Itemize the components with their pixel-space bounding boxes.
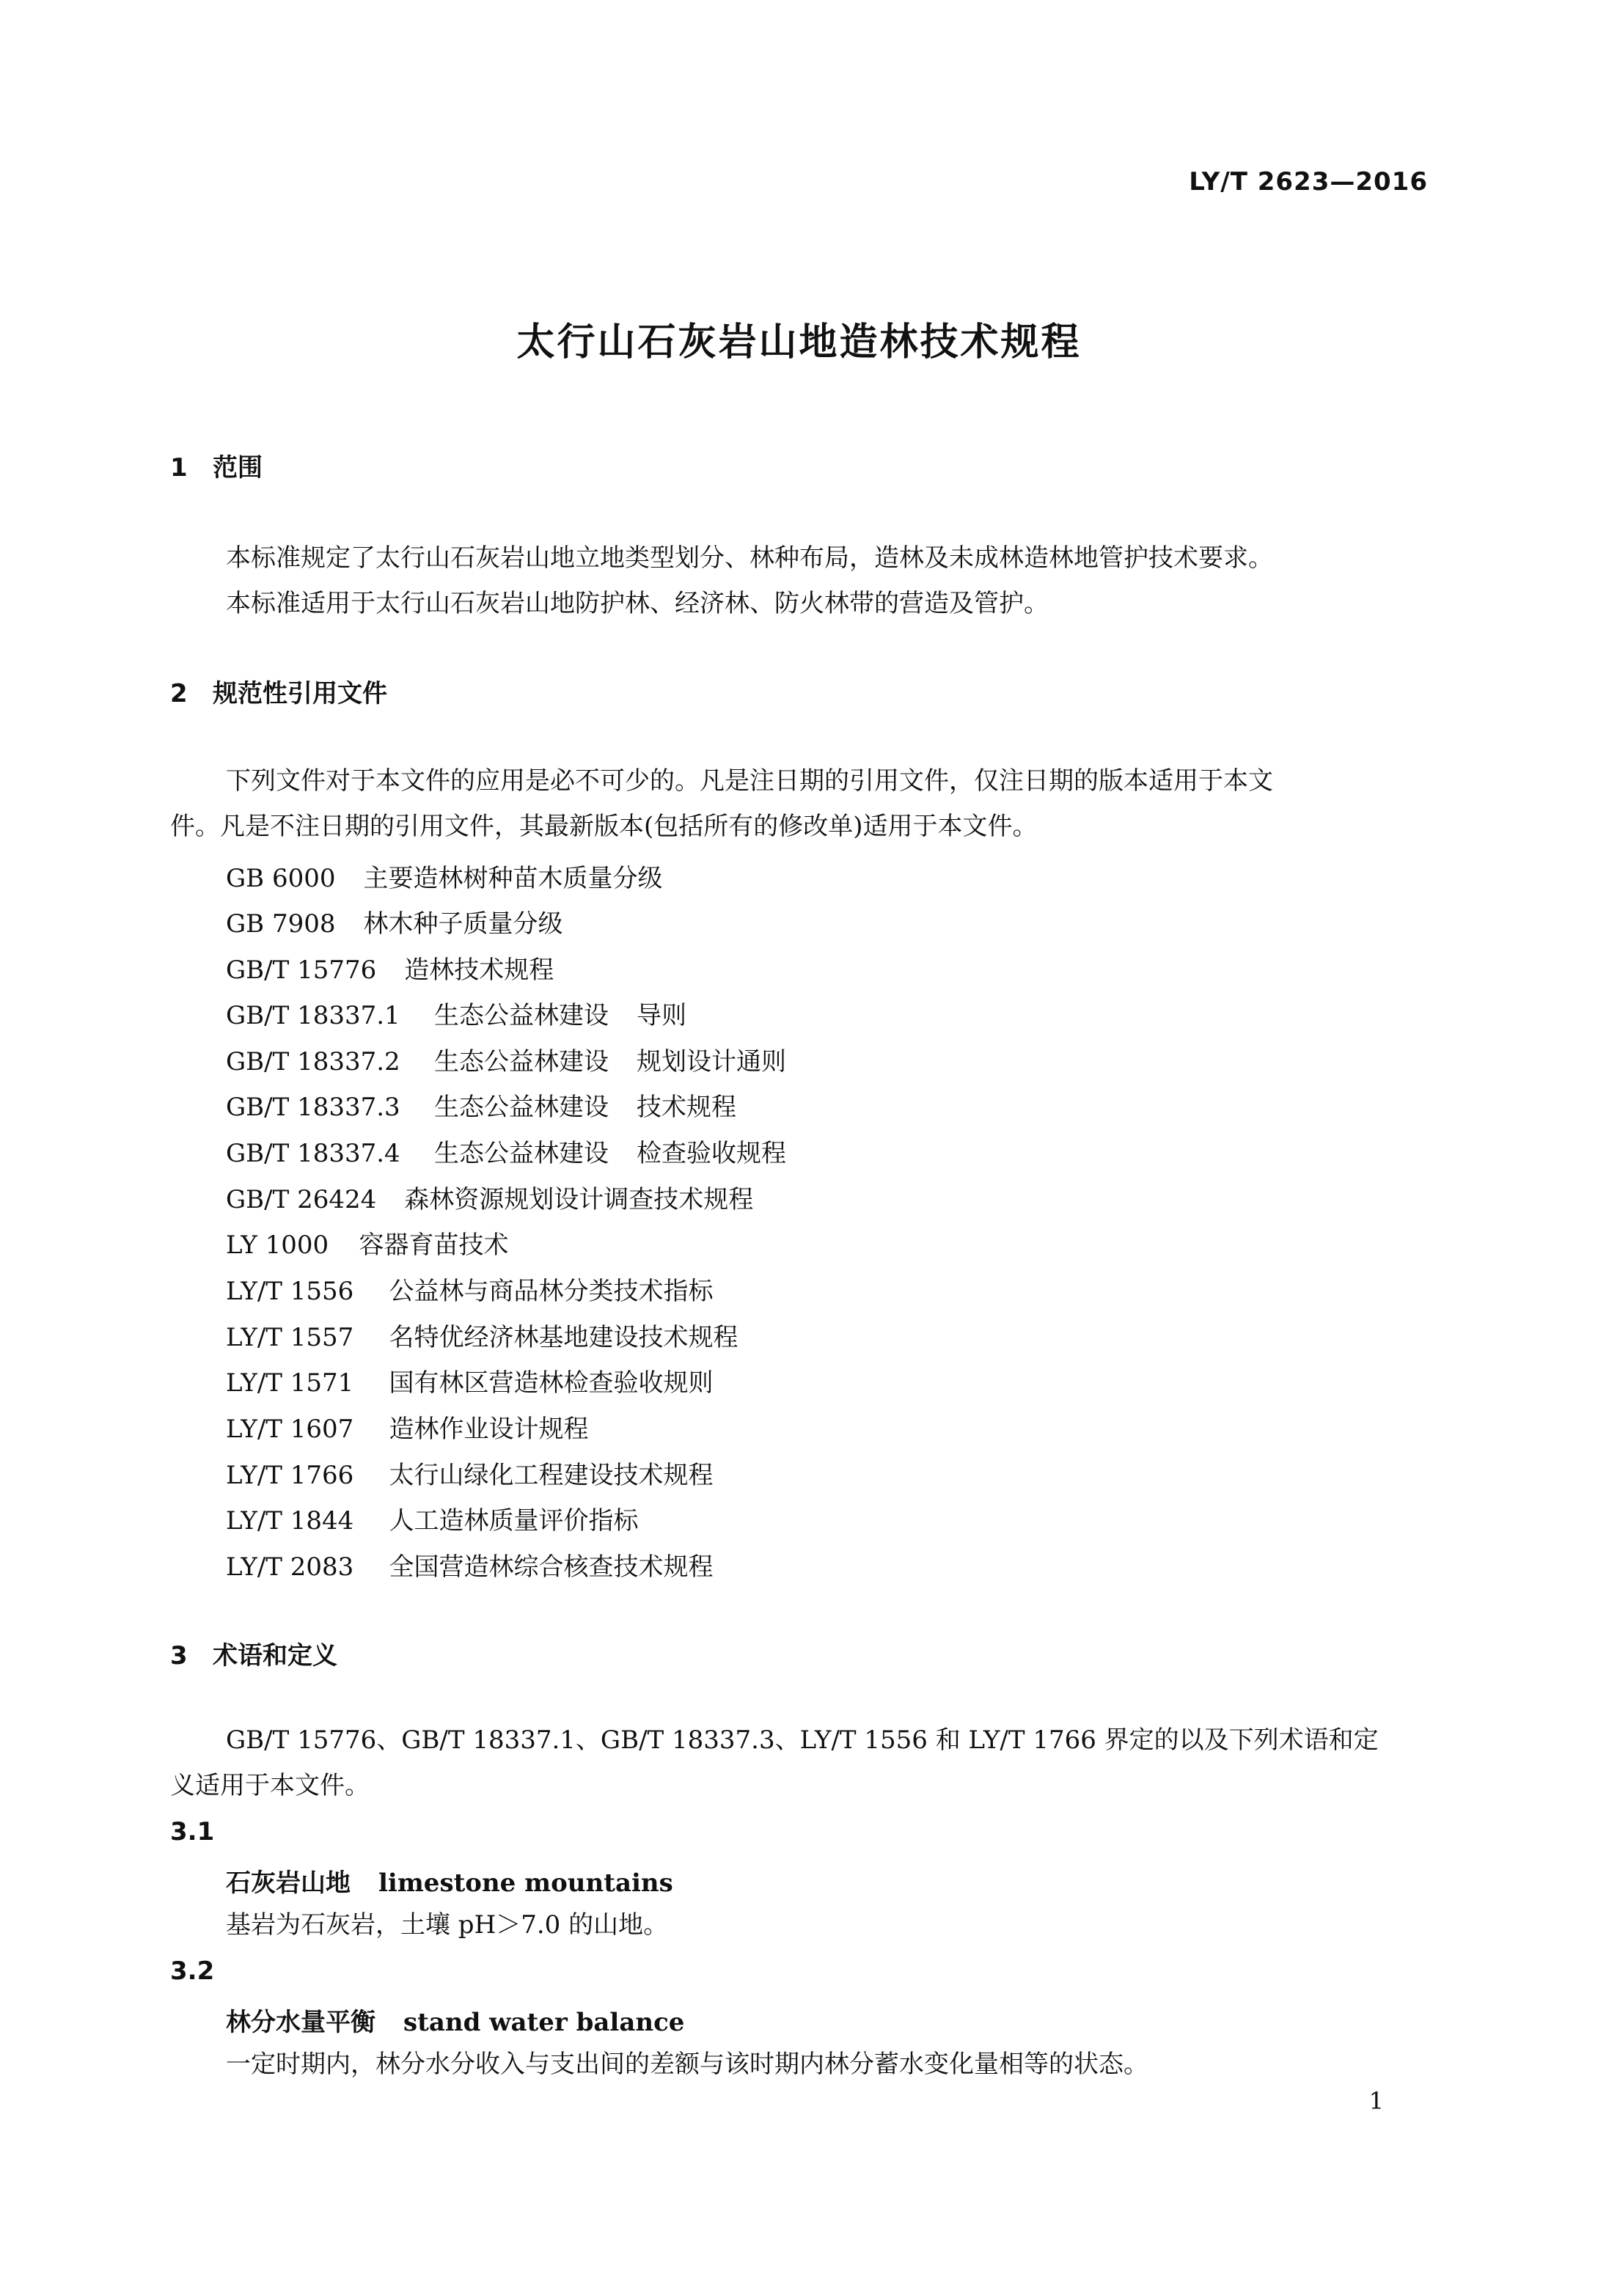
reference-code: GB/T 15776	[226, 956, 377, 985]
reference-code: LY/T 1571	[226, 1368, 354, 1398]
reference-code: GB/T 18337.4	[226, 1139, 400, 1168]
reference-title: 生态公益林建设	[434, 1001, 609, 1030]
reference-title: 森林资源规划设计调查技术规程	[404, 1185, 754, 1214]
reference-item	[226, 1455, 714, 1491]
section-2-heading	[170, 673, 387, 709]
reference-item	[226, 950, 554, 986]
reference-code: LY/T 1557	[226, 1323, 354, 1352]
term-heading	[226, 2002, 684, 2038]
reference-code: GB 6000	[226, 864, 336, 893]
reference-code: LY/T 1607	[226, 1415, 354, 1444]
reference-code: LY/T 1556	[226, 1277, 354, 1306]
section-number: 1	[170, 453, 188, 483]
reference-title: 林木种子质量分级	[363, 909, 563, 939]
term-definition: 一定时期内，林分水分收入与支出间的差额与该时期内林分蓄水变化量相等的状态。	[226, 2050, 1148, 2079]
reference-item	[226, 1271, 714, 1307]
reference-title: 造林作业设计规程	[389, 1415, 589, 1444]
term-number: 3.1	[170, 1817, 215, 1846]
reference-code: GB/T 18337.2	[226, 1047, 400, 1077]
reference-item	[226, 1179, 753, 1215]
term-en: limestone mountains	[378, 1868, 673, 1898]
reference-item	[226, 1500, 639, 1536]
reference-title: 国有林区营造林检查验收规则	[389, 1368, 714, 1398]
section-title: 术语和定义	[213, 1641, 337, 1670]
paragraph: 下列文件对于本文件的应用是必不可少的。凡是注日期的引用文件，仅注日期的版本适用于本文	[226, 766, 1273, 796]
reference-title: 人工造林质量评价指标	[389, 1506, 639, 1536]
paragraph: 本标准适用于太行山石灰岩山地防护林、经济林、防火林带的营造及管护。	[226, 589, 1049, 618]
reference-code: GB/T 26424	[226, 1185, 377, 1214]
reference-item	[226, 1547, 714, 1582]
reference-code: LY 1000	[226, 1230, 329, 1260]
reference-title: 公益林与商品林分类技术指标	[389, 1277, 714, 1306]
reference-title: 生态公益林建设	[434, 1139, 609, 1168]
reference-title: 生态公益林建设	[434, 1047, 609, 1077]
reference-item	[226, 1362, 714, 1398]
reference-item	[226, 1133, 786, 1169]
section-3-heading	[170, 1635, 337, 1671]
paragraph: 义适用于本文件。	[170, 1771, 370, 1800]
term-zh: 林分水量平衡	[226, 2008, 375, 2037]
reference-title: 生态公益林建设	[434, 1093, 609, 1122]
reference-subtitle: 规划设计通则	[637, 1047, 786, 1077]
reference-code: GB/T 18337.3	[226, 1093, 400, 1122]
reference-title: 全国营造林综合核查技术规程	[389, 1552, 714, 1582]
reference-subtitle: 导则	[637, 1001, 686, 1030]
term-heading	[226, 1863, 673, 1899]
reference-title: 名特优经济林基地建设技术规程	[389, 1323, 738, 1352]
section-title: 规范性引用文件	[213, 679, 387, 708]
reference-subtitle: 检查验收规程	[637, 1139, 786, 1168]
paragraph: 件。凡是不注日期的引用文件，其最新版本(包括所有的修改单)适用于本文件。	[170, 812, 1038, 841]
reference-code: GB 7908	[226, 909, 336, 939]
reference-title: 容器育苗技术	[359, 1230, 509, 1260]
reference-code: LY/T 1844	[226, 1506, 354, 1536]
term-definition: 基岩为石灰岩，土壤 pH＞7.0 的山地。	[226, 1910, 669, 1940]
section-1-heading	[170, 447, 263, 483]
reference-item	[226, 858, 662, 894]
section-number: 2	[170, 679, 188, 708]
reference-title: 主要造林树种苗木质量分级	[363, 864, 663, 893]
document-title: 太行山石灰岩山地造林技术规程	[516, 320, 1082, 364]
term-number: 3.2	[170, 1956, 215, 1986]
reference-code: LY/T 2083	[226, 1552, 354, 1582]
reference-code: GB/T 18337.1	[226, 1001, 400, 1030]
reference-subtitle: 技术规程	[637, 1093, 736, 1122]
standard-code: LY/T 2623—2016	[1189, 167, 1428, 197]
reference-item	[226, 995, 686, 1031]
reference-item	[226, 1317, 738, 1353]
reference-item	[226, 1041, 786, 1077]
reference-item	[226, 1087, 736, 1123]
reference-item	[226, 1409, 589, 1445]
reference-code: LY/T 1766	[226, 1461, 354, 1490]
paragraph: 本标准规定了太行山石灰岩山地立地类型划分、林种布局，造林及未成林造林地管护技术要求。	[226, 543, 1273, 573]
reference-title: 造林技术规程	[404, 956, 554, 985]
page-number: 1	[1368, 2087, 1384, 2115]
term-en: stand water balance	[403, 2008, 685, 2037]
reference-item	[226, 1225, 509, 1261]
section-number: 3	[170, 1641, 188, 1670]
reference-item	[226, 903, 562, 939]
section-title: 范围	[213, 453, 263, 483]
reference-title: 太行山绿化工程建设技术规程	[389, 1461, 714, 1490]
term-zh: 石灰岩山地	[226, 1868, 351, 1898]
paragraph: GB/T 15776、GB/T 18337.1、GB/T 18337.3、LY/T 1556 和 LY/T 1766 界定的以及下列术语和定	[226, 1725, 1379, 1755]
